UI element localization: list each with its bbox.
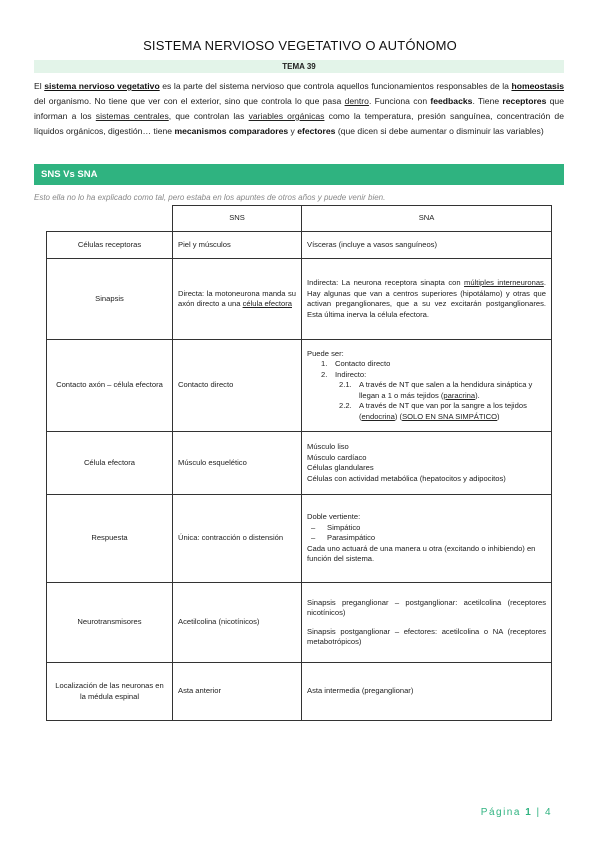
sns-cell: Piel y músculos (173, 232, 302, 259)
row-label: Células receptoras (47, 232, 173, 259)
sna-cell: Vísceras (incluye a vasos sanguíneos) (302, 232, 552, 259)
column-header-sns: SNS (173, 206, 302, 232)
sns-cell: Directa: la motoneurona manda su axón directo a una célula efectora (173, 259, 302, 340)
table-row (47, 232, 552, 259)
comparison-table (46, 205, 552, 721)
sna-cell: Sinapsis preganglionar – postganglionar: acetilcolina (receptores nicotínicos) Sinapsis postganglionar – efectores: acetilcolina o NA (receptores metabotrópicos) (302, 583, 552, 663)
topic-label: TEMA 39 (34, 60, 564, 73)
row-label: Localización de las neuronas en la médula espinal (47, 663, 173, 721)
row-label: Contacto axón – célula efectora (47, 340, 173, 432)
table-row (47, 583, 552, 663)
page-title: SISTEMA NERVIOSO VEGETATIVO O AUTÓNOMO (143, 38, 457, 53)
table-corner-cell (47, 206, 173, 232)
sna-cell: Puede ser: 1. Contacto directo 2. Indirecto: 2.1. A través de NT que salen a la hendidura sináptica y llegan a 1 o más tejidos (paracrina). 2.2. A través de NT que van por la sangre a los tejidos (endocrina) (SOLO EN SNA SIMPÁTICO) (302, 340, 552, 432)
row-label: Sinapsis (47, 259, 173, 340)
table-row (47, 663, 552, 721)
row-label: Célula efectora (47, 432, 173, 495)
intro-paragraph: El sistema nervioso vegetativo es la parte del sistema nervioso que controla aquellos funcionamientos responsables de la homeostasis del organismo. No tiene que ver con el exterior, sino que controla lo que pasa dentro. Funciona con feedbacks. Tiene receptores que informan a los sistemas centrales, que controlan las variables orgánicas como la temperatura, presión sanguínea, concentración de líquidos orgánicos, digestión… tiene mecanismos comparadores y efectores (que dicen si debe aumentar o disminuir las variables) (34, 81, 565, 136)
sns-cell: Asta anterior (173, 663, 302, 721)
table-header-row (47, 206, 552, 232)
sns-cell: Acetilcolina (nicotínicos) (173, 583, 302, 663)
section-note: Esto ella no lo ha explicado como tal, pero estaba en los apuntes de otros años y puede venir bien. (34, 193, 386, 202)
row-label: Respuesta (47, 495, 173, 583)
sns-cell: Músculo esquelético (173, 432, 302, 495)
column-header-sna: SNA (302, 206, 552, 232)
table-row (47, 259, 552, 340)
table-row (47, 432, 552, 495)
page-number: Página 1 | 4 (480, 807, 552, 818)
section-heading: SNS Vs SNA (34, 164, 564, 185)
sna-cell: Músculo liso Músculo cardíaco Células glandulares Células con actividad metabólica (hepatocitos y adipocitos) (302, 432, 552, 495)
sna-cell: Asta intermedia (preganglionar) (302, 663, 552, 721)
sns-cell: Única: contracción o distensión (173, 495, 302, 583)
sna-cell: Indirecta: La neurona receptora sinapta con múltiples interneuronas. Hay algunas que van a centros superiores (hipotálamo) y otras que activan preganglionares, que a su vez excitarán postganglionares. Esta última inerva la célula efectora. (302, 259, 552, 340)
row-label: Neurotransmisores (47, 583, 173, 663)
sns-cell: Contacto directo (173, 340, 302, 432)
sna-cell: Doble vertiente: – Simpático – Parasimpático Cada uno actuará de una manera u otra (excitando o inhibiendo) en función del sistema. (302, 495, 552, 583)
table-row (47, 340, 552, 432)
table-row (47, 495, 552, 583)
